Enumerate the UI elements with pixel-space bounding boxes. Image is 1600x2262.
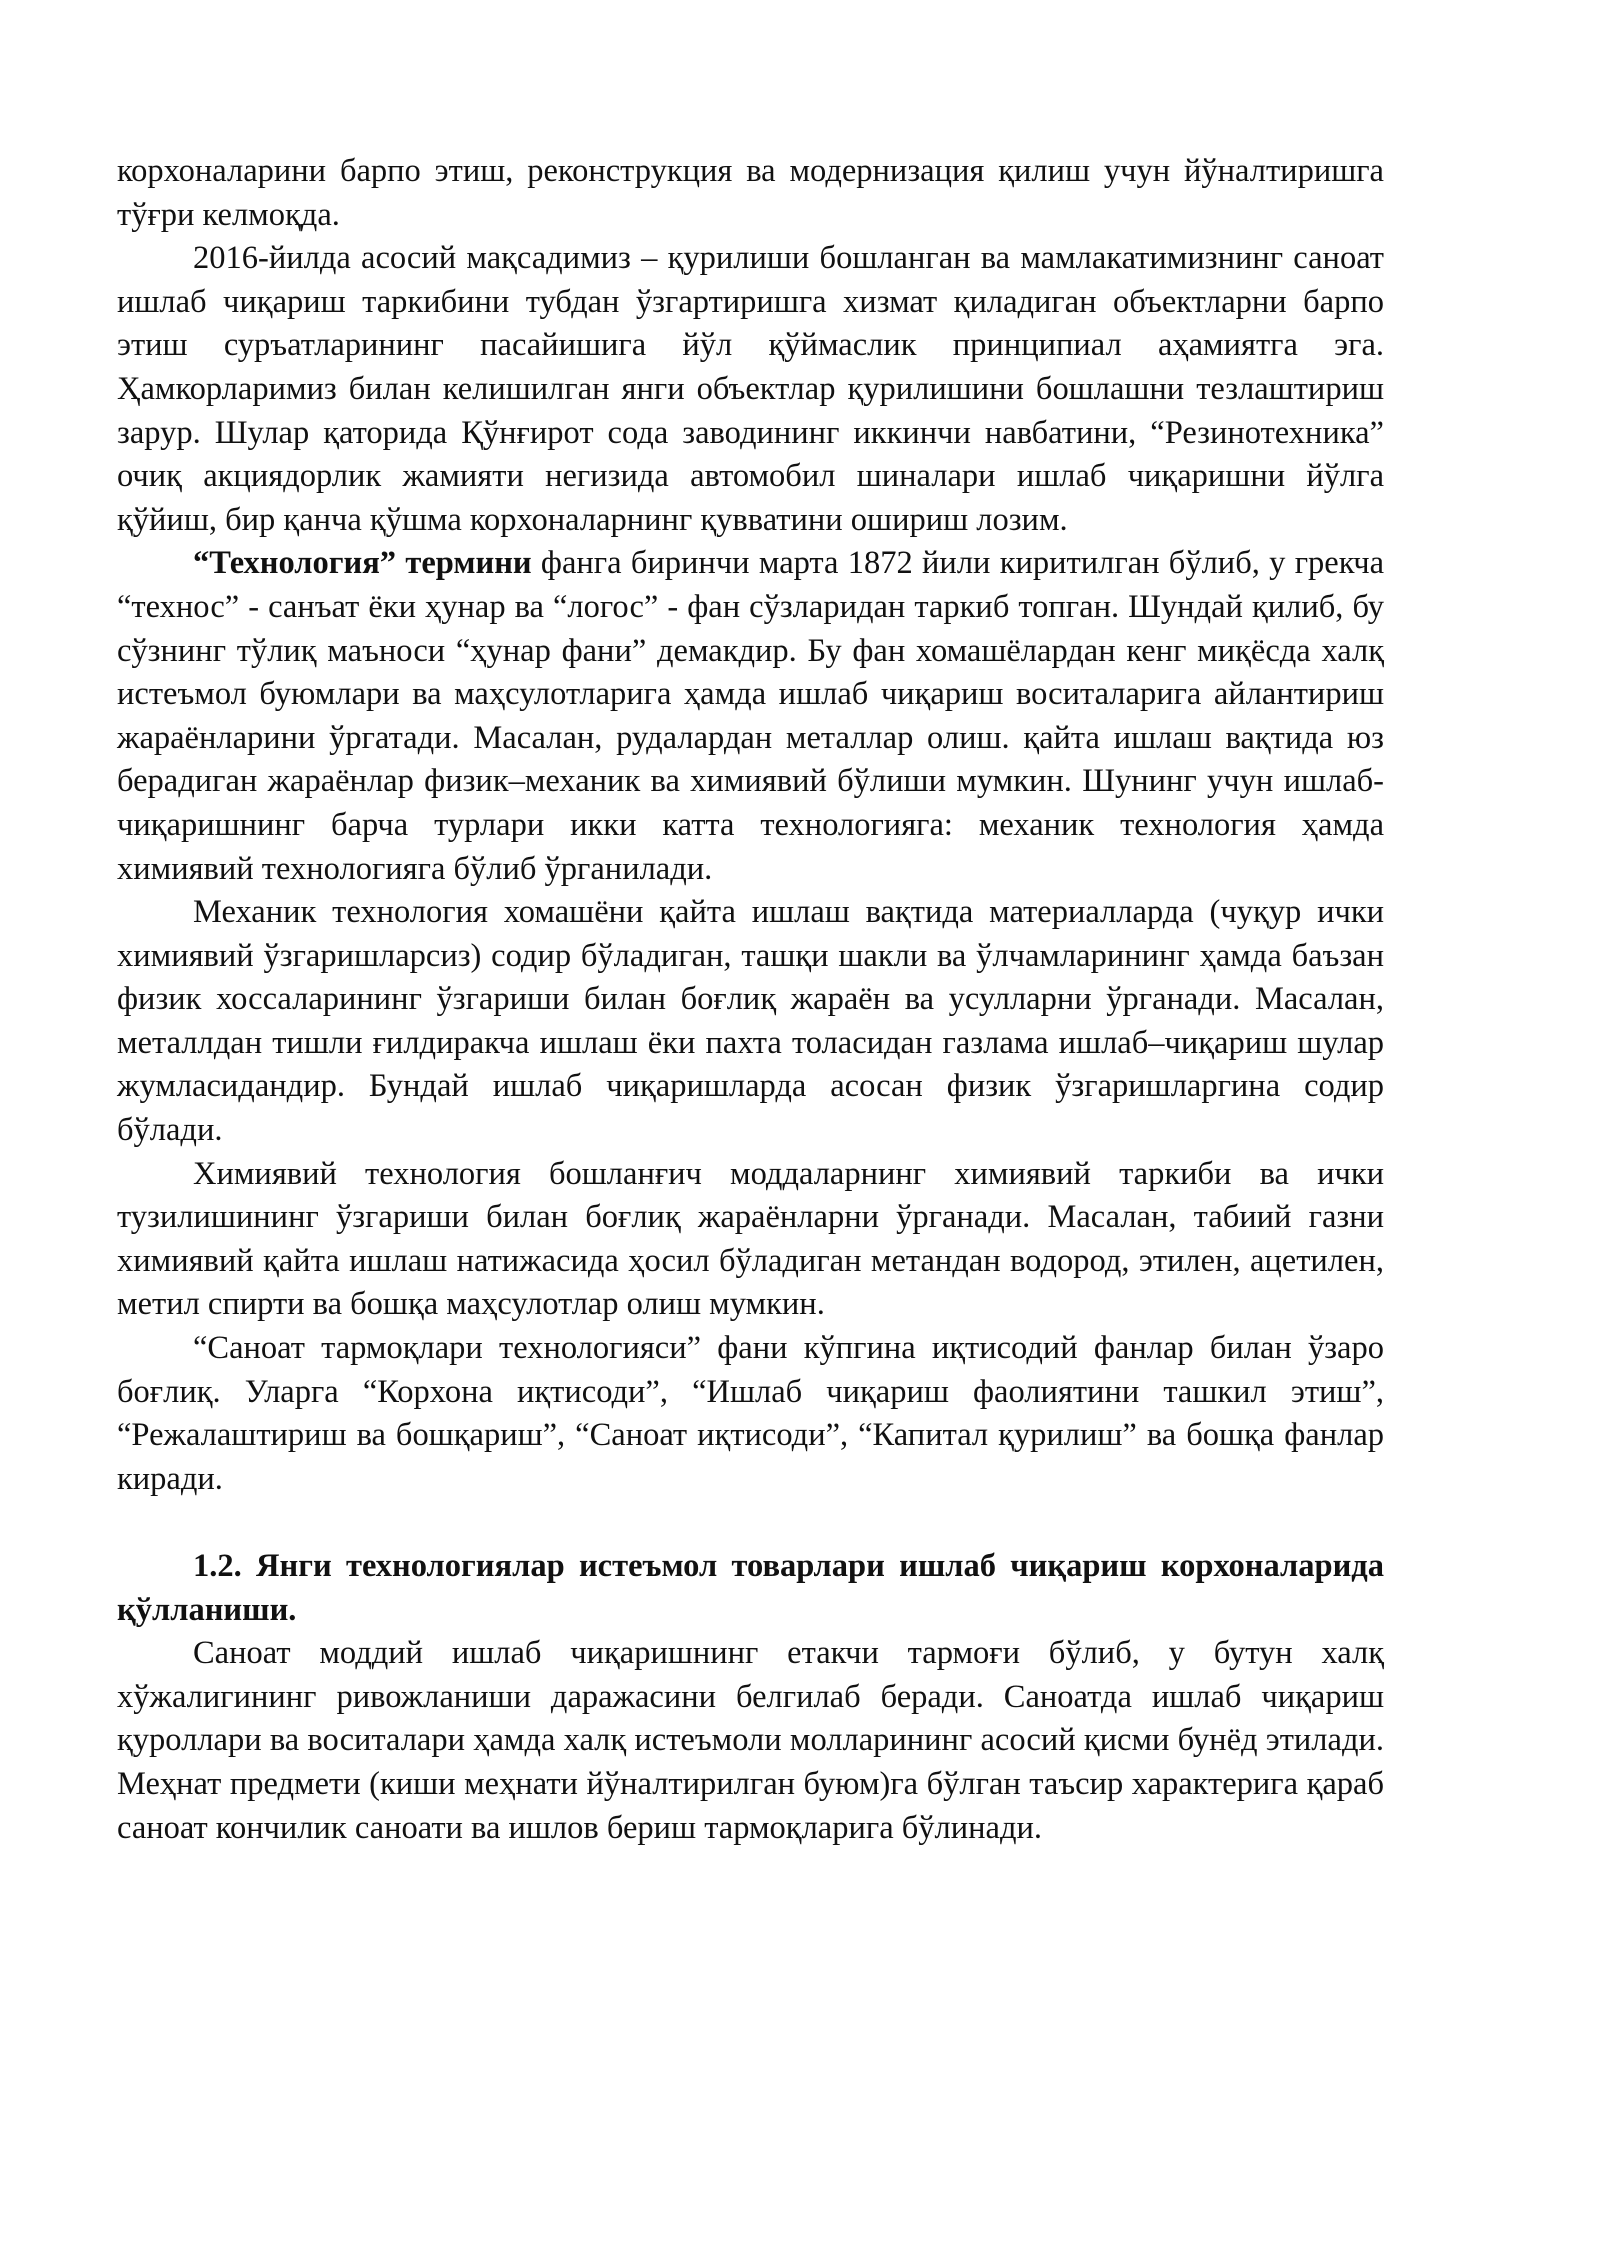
paragraph-1: корхоналарини барпо этиш, реконструкция ва модернизация қилиш учун йўналтиришга тўғри келмоқда. (117, 153, 1384, 233)
paragraph-3-text: фанга биринчи марта 1872 йили киритилган бўлиб, у грекча “технос” - санъат ёки ҳунар ва “логос” - фан сўзларидан таркиб топган. Шундай қилиб, бу сўзнинг тўлиқ маъноси “ҳунар фани” демакдир. Бу фан хомашёлардан кенг миқёсда халқ истеъмол буюмлари ва маҳсулотларига ҳамда ишлаб чиқариш воситаларига айлантириш жараёнларини ўргатади. Масалан, рудалардан металлар олиш. қайта ишлаш вақтида юз берадиган жараёнлар физик–механик ва химиявий бўлиши мумкин. Шунинг учун ишлаб-чиқаришнинг барча турлари икки катта технологияга: механик технология ҳамда химиявий технологияга бўлиб ўрганилади. (117, 545, 1384, 887)
section-heading-text: 1.2. Янги технологиялар истеъмол товарлари ишлаб чиқариш корхоналарида қўлланиши. (117, 1548, 1384, 1628)
section-heading (117, 1545, 1384, 1632)
paragraph-3 (117, 542, 1384, 891)
document-page (117, 150, 1384, 1850)
term-technology-bold: “Технология” термини (193, 545, 532, 582)
paragraph-2: 2016-йилда асосий мақсадимиз – қурилиши бошланган ва мамлакатимизнинг саноат ишлаб чиқариш таркибини тубдан ўзгартиришга хизмат қиладиган объектларни барпо этиш суръатларининг пасайишига йўл қўймаслик принципиал аҳамиятга эга. Ҳамкорларимиз билан келишилган янги объектлар қурилишини бошлашни тезлаштириш зарур. Шулар қаторида Қўнғирот сода заводининг иккинчи навбатини, “Резинотехника” очиқ акциядорлик жамияти негизида автомобил шиналари ишлаб чиқаришни йўлга қўйиш, бир қанча қўшма корхоналарнинг қувватини ошириш лозим. (117, 240, 1384, 538)
paragraph-6: “Саноат тармоқлари технологияси” фани кўпгина иқтисодий фанлар билан ўзаро боғлиқ. Уларга “Корхона иқтисоди”, “Ишлаб чиқариш фаолиятини ташкил этиш”, “Режалаштириш ва бошқариш”, “Саноат иқтисоди”, “Капитал қурилиш” ва бошқа фанлар киради. (117, 1330, 1384, 1497)
paragraph-7: Саноат моддий ишлаб чиқаришнинг етакчи тармоғи бўлиб, у бутун халқ хўжалигининг ривожланиши даражасини белгилаб беради. Саноатда ишлаб чиқариш қуроллари ва воситалари ҳамда халқ истеъмоли молларининг асосий қисми бунёд этилади. Меҳнат предмети (киши меҳнати йўналтирилган буюм)га бўлган таъсир характерига қараб саноат кончилик саноати ва ишлов бериш тармоқларига бўлинади. (117, 1635, 1384, 1846)
paragraph-4: Механик технология хомашёни қайта ишлаш вақтида материалларда (чуқур ички химиявий ўзгаришларсиз) содир бўладиган, ташқи шакли ва ўлчамларининг ҳамда баъзан физик хоссаларининг ўзгариши билан боғлиқ жараён ва усулларни ўрганади. Масалан, металлдан тишли ғилдиракча ишлаш ёки пахта толасидан газлама ишлаб–чиқариш шулар жумласидандир. Бундай ишлаб чиқаришларда асосан физик ўзгаришларгина содир бўлади. (117, 894, 1384, 1149)
paragraph-5: Химиявий технология бошланғич моддаларнинг химиявий таркиби ва ички тузилишининг ўзгариши билан боғлиқ жараёнларни ўрганади. Масалан, табиий газни химиявий қайта ишлаш натижасида ҳосил бўладиган метандан водород, этилен, ацетилен, метил спирти ва бошқа маҳсулотлар олиш мумкин. (117, 1155, 1384, 1323)
